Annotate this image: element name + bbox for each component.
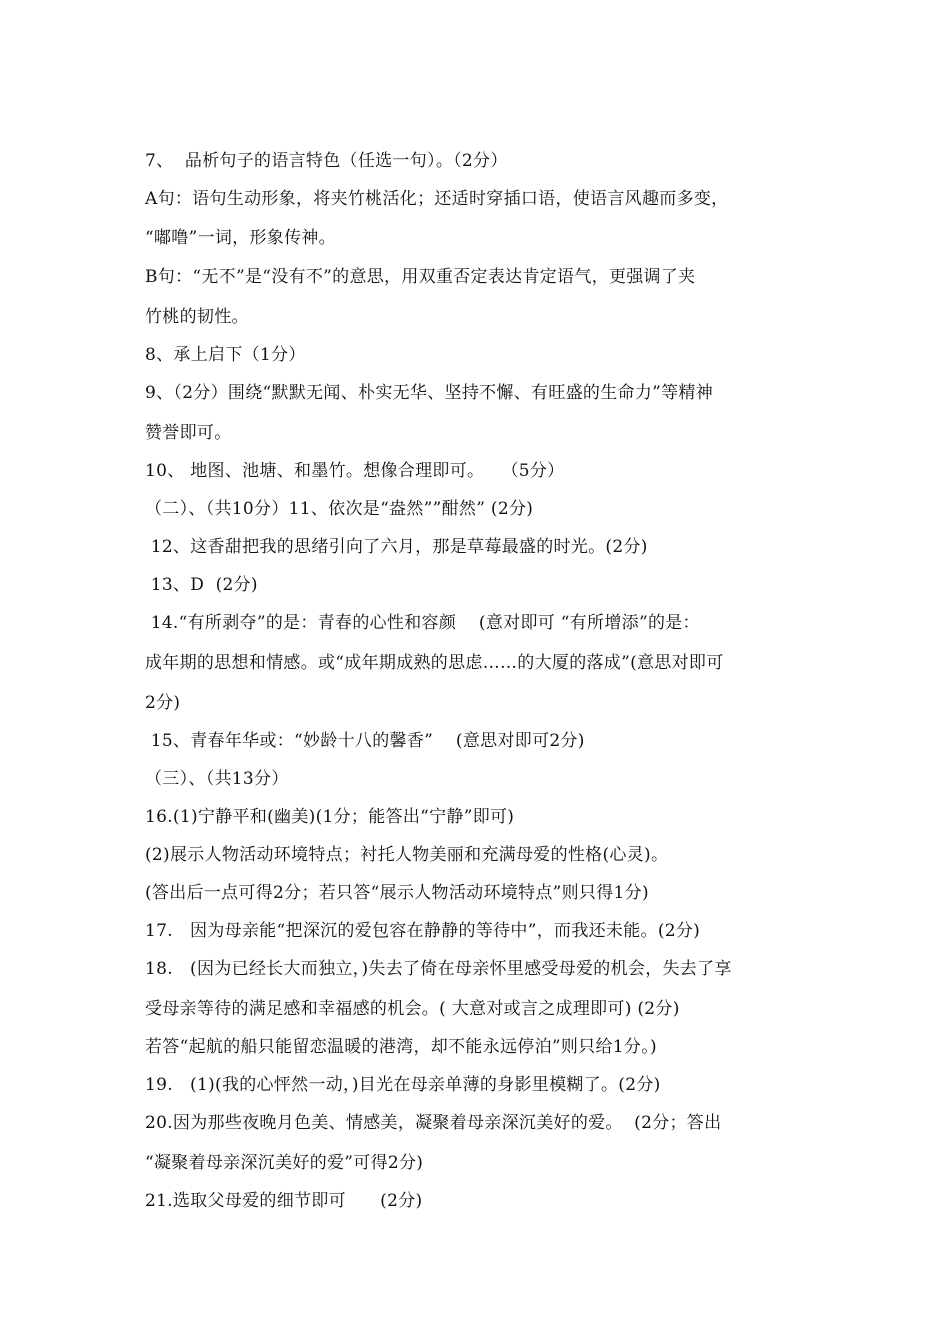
text-line: 9、（2分）围绕“默默无闻、朴实无华、坚持不懈、有旺盛的生命力”等精神 xyxy=(145,383,714,403)
text-line: 12、这香甜把我的思绪引向了六月，那是草莓最盛的时光。(2分) xyxy=(145,537,648,557)
text-line: (答出后一点可得2分；若只答“展示人物活动环境特点”则只得1分) xyxy=(145,883,649,903)
text-line: 受母亲等待的满足感和幸福感的机会。( 大意对或言之成理即可) (2分) xyxy=(145,999,680,1019)
text-line: A句：语句生动形象，将夹竹桃活化；还适时穿插口语，使语言风趣而多变， xyxy=(145,189,729,209)
text-line: (2)展示人物活动环境特点；衬托人物美丽和充满母爱的性格(心灵)。 xyxy=(145,845,669,865)
text-line: 18. (因为已经长大而独立，)失去了倚在母亲怀里感受母爱的机会，失去了享 xyxy=(145,959,732,979)
text-line: 若答“起航的船只能留恋温暖的港湾，却不能永远停泊”则只给1分。) xyxy=(145,1037,657,1057)
text-line: 竹桃的韧性。 xyxy=(145,307,249,327)
text-line: 赞誉即可。 xyxy=(145,423,232,443)
text-line: 13、D (2分) xyxy=(145,575,258,595)
text-line: 10、 地图、池塘、和墨竹。想像合理即可。 （5分） xyxy=(145,461,565,481)
text-line: “嘟噜”一词，形象传神。 xyxy=(145,228,336,248)
text-line: 20.因为那些夜晚月色美、情感美，凝聚着母亲深沉美好的爱。 (2分；答出 xyxy=(145,1113,722,1133)
text-line: 7、 品析句子的语言特色（任选一句）。（2分） xyxy=(145,151,508,171)
text-line: “凝聚着母亲深沉美好的爱”可得2分) xyxy=(145,1153,424,1173)
text-line: 17. 因为母亲能“把深沉的爱包容在静静的等待中”，而我还未能。(2分) xyxy=(145,921,701,941)
text-line: 21.选取父母爱的细节即可 (2分) xyxy=(145,1191,423,1211)
text-line: 成年期的思想和情感。或“成年期成熟的思虑……的大厦的落成”(意思对即可 xyxy=(145,653,724,673)
text-line: 19. (1)(我的心怦然一动，)目光在母亲单薄的身影里模糊了。(2分) xyxy=(145,1075,661,1095)
text-line: 15、青春年华或：“妙龄十八的馨香” (意思对即可2分) xyxy=(145,731,585,751)
text-line: 16.(1)宁静平和(幽美)(1分；能答出“宁静”即可) xyxy=(145,807,515,827)
text-line: 14.“有所剥夺”的是：青春的心性和容颜 (意对即可 “有所增添”的是： xyxy=(145,613,700,633)
text-line: 8、承上启下（1分） xyxy=(145,345,306,365)
text-line: B句：“无不”是“没有不”的意思，用双重否定表达肯定语气，更强调了夹 xyxy=(145,267,696,287)
text-line: （二）、（共10分）11、依次是“盎然””酣然” (2分) xyxy=(145,499,534,519)
text-line: 2分) xyxy=(145,693,181,713)
text-line: （三）、（共13分） xyxy=(145,769,289,789)
